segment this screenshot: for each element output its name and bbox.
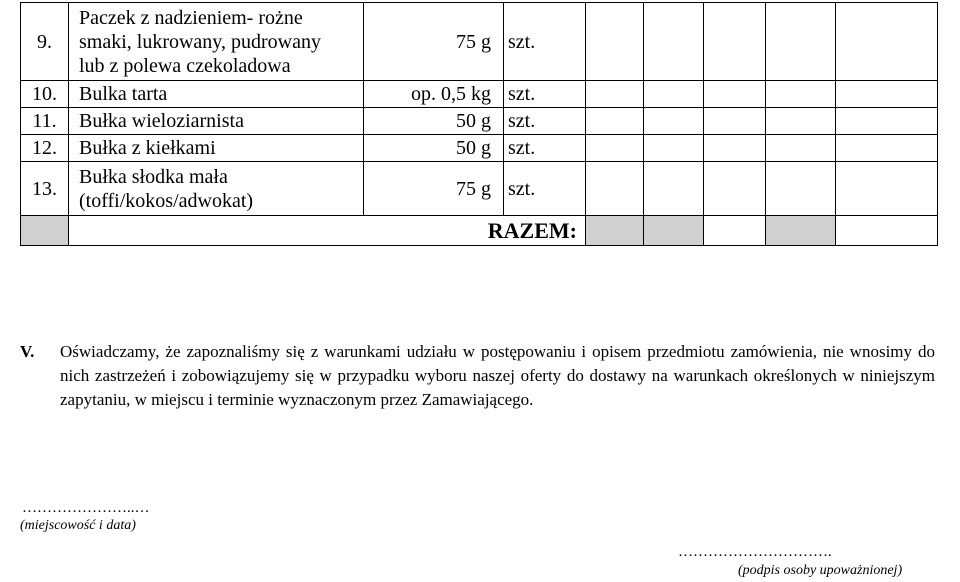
empty-cell [836, 135, 938, 162]
place-date-dots: …………………..… [22, 500, 150, 516]
product-name: Bułka wieloziarnista [69, 108, 364, 135]
product-name: Bułka z kiełkami [69, 135, 364, 162]
empty-cell [766, 108, 836, 135]
empty-cell [586, 81, 644, 108]
product-quantity: op. 0,5 kg [364, 81, 504, 108]
empty-cell [836, 108, 938, 135]
empty-cell [836, 162, 938, 216]
empty-cell [836, 3, 938, 81]
table-row [21, 108, 938, 135]
empty-cell [766, 162, 836, 216]
table-row [21, 135, 938, 162]
empty-cell [644, 135, 704, 162]
empty-cell [704, 162, 766, 216]
product-name-line: Paczek z nadzieniem- rożne [79, 6, 303, 29]
total-value-cell [836, 216, 938, 246]
product-table [20, 2, 938, 246]
empty-cell [704, 81, 766, 108]
product-name-line: lub z polewa czekoladowa [79, 54, 291, 77]
total-value-cell [704, 216, 766, 246]
empty-cell [644, 3, 704, 81]
product-unit: szt. [504, 162, 586, 216]
total-row [21, 216, 938, 246]
empty-cell [586, 108, 644, 135]
empty-cell [586, 135, 644, 162]
product-quantity: 50 g [364, 135, 504, 162]
total-label: RAZEM: [69, 216, 586, 246]
place-date-label: (miejscowość i data) [20, 518, 136, 533]
empty-cell [766, 81, 836, 108]
table-body [21, 3, 938, 246]
table-row [21, 81, 938, 108]
declaration-text: Oświadczamy, że zapoznaliśmy się z warunkami udziału w postępowaniu i opisem przedmiotu zamówienia, nie wnosimy do nich zastrzeżeń i zobowiązujemy się w przypadku wyboru naszej oferty do dostawy na warunkach określonych w niniejszym zapytaniu, w miejscu i terminie wyznaczonym przez Zamawiającego. [60, 342, 935, 409]
row-number: 10. [21, 81, 69, 108]
product-name [69, 162, 364, 216]
product-name-line: Bułka słodka mała [79, 165, 228, 188]
product-quantity: 75 g [364, 162, 504, 216]
signature-dots: …………………………. [678, 544, 832, 560]
empty-cell [586, 3, 644, 81]
empty-cell [766, 135, 836, 162]
signature-label: (podpis osoby upoważnionej) [738, 563, 903, 578]
row-number: 11. [21, 108, 69, 135]
declaration-section [20, 340, 935, 412]
empty-cell [836, 81, 938, 108]
row-number: 13. [21, 162, 69, 216]
empty-cell [704, 108, 766, 135]
empty-cell [644, 81, 704, 108]
product-unit: szt. [504, 81, 586, 108]
product-name [69, 3, 364, 81]
product-name-line: (toffi/kokos/adwokat) [79, 189, 254, 212]
product-quantity: 50 g [364, 108, 504, 135]
product-unit: szt. [504, 3, 586, 81]
empty-cell [704, 3, 766, 81]
product-name: Bulka tarta [69, 81, 364, 108]
empty-cell [766, 3, 836, 81]
grey-cell [644, 216, 704, 246]
product-unit: szt. [504, 135, 586, 162]
grey-cell [586, 216, 644, 246]
product-table-container [20, 2, 938, 246]
table-row [21, 162, 938, 216]
empty-cell [704, 135, 766, 162]
grey-cell [766, 216, 836, 246]
empty-cell [586, 162, 644, 216]
empty-cell [644, 162, 704, 216]
grey-cell [21, 216, 69, 246]
product-name-line: smaki, lukrowany, pudrowany [79, 30, 321, 53]
table-row [21, 3, 938, 81]
row-number: 9. [21, 3, 69, 81]
section-number: V. [20, 342, 35, 361]
empty-cell [644, 108, 704, 135]
product-quantity: 75 g [364, 3, 504, 81]
row-number: 12. [21, 135, 69, 162]
product-unit: szt. [504, 108, 586, 135]
